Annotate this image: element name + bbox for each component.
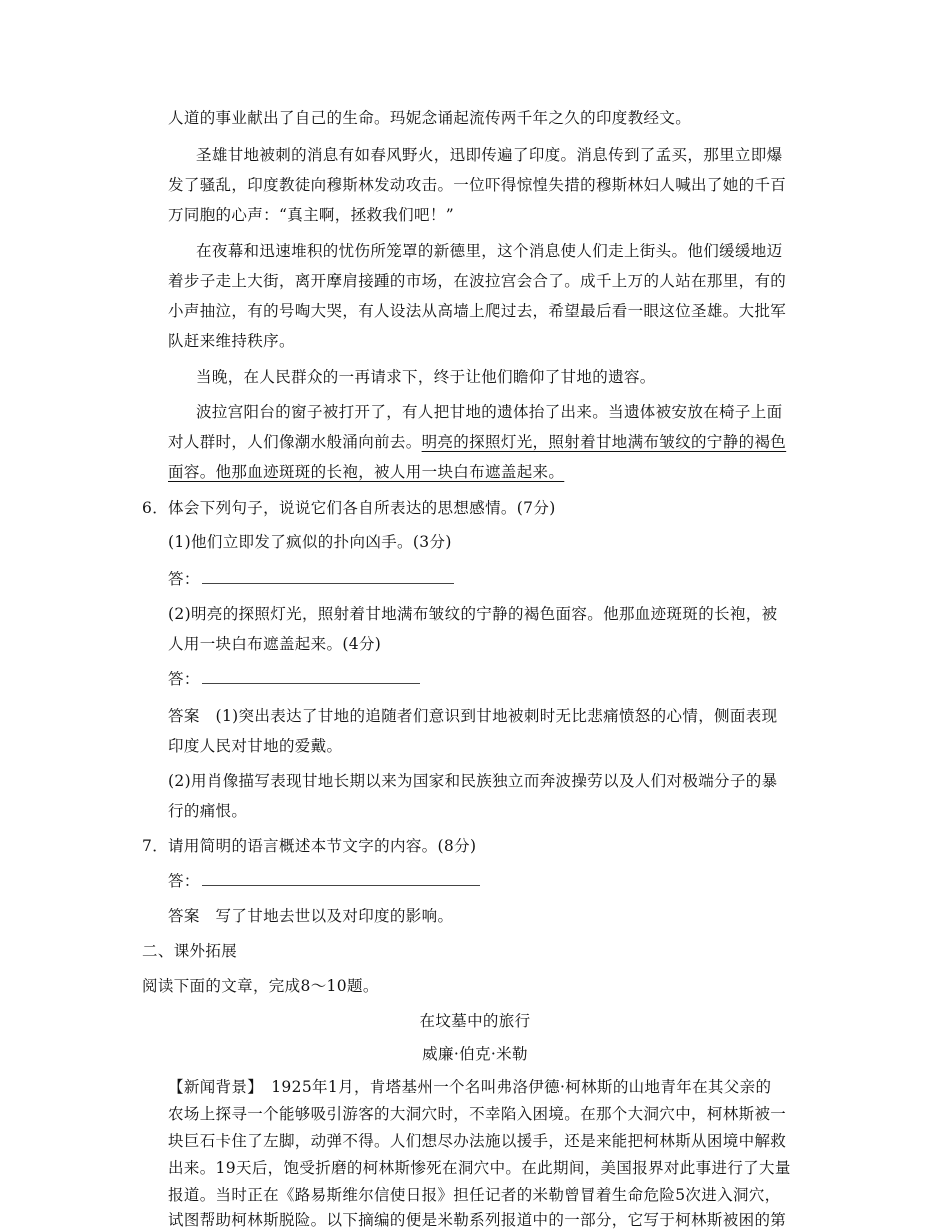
passage-paragraph-3-line-3: 小声抽泣，有的号啕大哭，有人设法从高墙上爬过去，希望最后看一眼这位圣雄。大批军 bbox=[168, 302, 787, 320]
news-background-line-2: 农场上探寻一个能够吸引游客的大洞穴时，不幸陷入困境。在那个大洞穴中，柯林斯被一 bbox=[168, 1105, 787, 1123]
underlined-sentence-part-2: 面容。他那血迹斑斑的长袍，被人用一块白布遮盖起来。 bbox=[168, 463, 565, 481]
passage-paragraph-3-line-2: 着步子走上大街，离开摩肩接踵的市场，在波拉宫会合了。成千上万的人站在那里，有的 bbox=[168, 272, 787, 290]
passage-paragraph-5-line-1: 波拉宫阳台的窗子被打开了，有人把甘地的遗体抬了出来。当遗体被安放在椅子上面 bbox=[196, 403, 783, 421]
question-6-key-line-4: 行的痛恨。 bbox=[168, 802, 248, 820]
question-7-key: 答案 写了甘地去世以及对印度的影响。 bbox=[168, 907, 454, 925]
passage-paragraph-2-line-2: 发了骚乱，印度教徒向穆斯林发动攻击。一位吓得惊惶失措的穆斯林妇人喊出了她的千百 bbox=[168, 176, 787, 194]
answer-label: 答： bbox=[168, 670, 200, 688]
question-7-title: 7．请用简明的语言概述本节文字的内容。(8分) bbox=[142, 837, 477, 855]
question-6-sub-1: (1)他们立即发了疯似的扑向凶手。(3分) bbox=[168, 533, 452, 551]
question-7-answer-row bbox=[168, 871, 480, 891]
answer-label: 答： bbox=[168, 872, 200, 890]
reading-instruction: 阅读下面的文章，完成8～10题。 bbox=[142, 977, 379, 995]
article-title: 在坟墓中的旅行 bbox=[419, 1012, 531, 1030]
answer-blank-3[interactable] bbox=[202, 871, 480, 886]
passage-plain-text: 对人群时，人们像潮水般涌向前去。 bbox=[168, 433, 422, 451]
news-background-line-4: 出来。19天后，饱受折磨的柯林斯惨死在洞穴中。在此期间，美国报界对此事进行了大量 bbox=[168, 1159, 791, 1177]
news-background-line-6: 试图帮助柯林斯脱险。以下摘编的便是米勒系列报道中的一部分，它写于柯林斯被困的第 bbox=[168, 1211, 787, 1229]
question-6-sub-2-line-1: (2)明亮的探照灯光，照射着甘地满布皱纹的宁静的褐色面容。他那血迹斑斑的长袍，被 bbox=[168, 605, 778, 623]
passage-paragraph-3-line-1: 在夜幕和迅速堆积的忧伤所笼罩的新德里，这个消息使人们走上街头。他们缓缓地迈 bbox=[196, 242, 783, 260]
answer-blank-2[interactable] bbox=[202, 669, 420, 684]
answer-blank-1[interactable] bbox=[202, 569, 454, 584]
news-background-line-3: 块巨石卡住了左脚，动弹不得。人们想尽办法施以援手，还是来能把柯林斯从困境中解救 bbox=[168, 1132, 787, 1150]
passage-paragraph-1: 人道的事业献出了自己的生命。玛妮念诵起流传两千年之久的印度教经文。 bbox=[168, 109, 692, 127]
question-6-answer-2-row bbox=[168, 669, 420, 689]
passage-paragraph-3-line-4: 队赶来维持秩序。 bbox=[168, 332, 295, 350]
section-heading: 二、课外拓展 bbox=[142, 942, 238, 960]
passage-paragraph-4: 当晚，在人民群众的一再请求下，终于让他们瞻仰了甘地的遗容。 bbox=[196, 368, 656, 386]
answer-label: 答： bbox=[168, 570, 200, 588]
passage-paragraph-2-line-3: 万同胞的心声：“真主啊，拯救我们吧！” bbox=[168, 206, 454, 224]
underlined-sentence-part-1: 明亮的探照灯光，照射着甘地满布皱纹的宁静的褐色 bbox=[421, 433, 787, 451]
question-6-key-line-3: (2)用肖像描写表现甘地长期以来为国家和民族独立而奔波操劳以及人们对极端分子的暴 bbox=[168, 772, 778, 790]
article-author: 威廉·伯克·米勒 bbox=[422, 1045, 528, 1063]
question-6-key-line-2: 印度人民对甘地的爱戴。 bbox=[168, 737, 343, 755]
news-background-line-1: 【新闻背景】 1925年1月，肯塔基州一个名叫弗洛伊德·柯林斯的山地青年在其父亲的 bbox=[168, 1078, 772, 1096]
question-6-key-line-1: 答案 (1)突出表达了甘地的追随者们意识到甘地被刺时无比悲痛愤怒的心情，侧面表现 bbox=[168, 707, 778, 725]
news-background-line-5: 报道。当时正在《路易斯维尔信使日报》担任记者的米勒曾冒着生命危险5次进入洞穴， bbox=[168, 1186, 781, 1204]
passage-paragraph-2-line-1: 圣雄甘地被刺的消息有如春风野火，迅即传遍了印度。消息传到了孟买，那里立即爆 bbox=[196, 146, 783, 164]
question-6-sub-2-line-2: 人用一块白布遮盖起来。(4分) bbox=[168, 635, 382, 653]
passage-paragraph-5-line-2 bbox=[168, 432, 786, 452]
question-6-answer-1-row bbox=[168, 569, 454, 589]
question-6-title: 6．体会下列句子，说说它们各自所表达的思想感情。(7分) bbox=[142, 499, 556, 517]
